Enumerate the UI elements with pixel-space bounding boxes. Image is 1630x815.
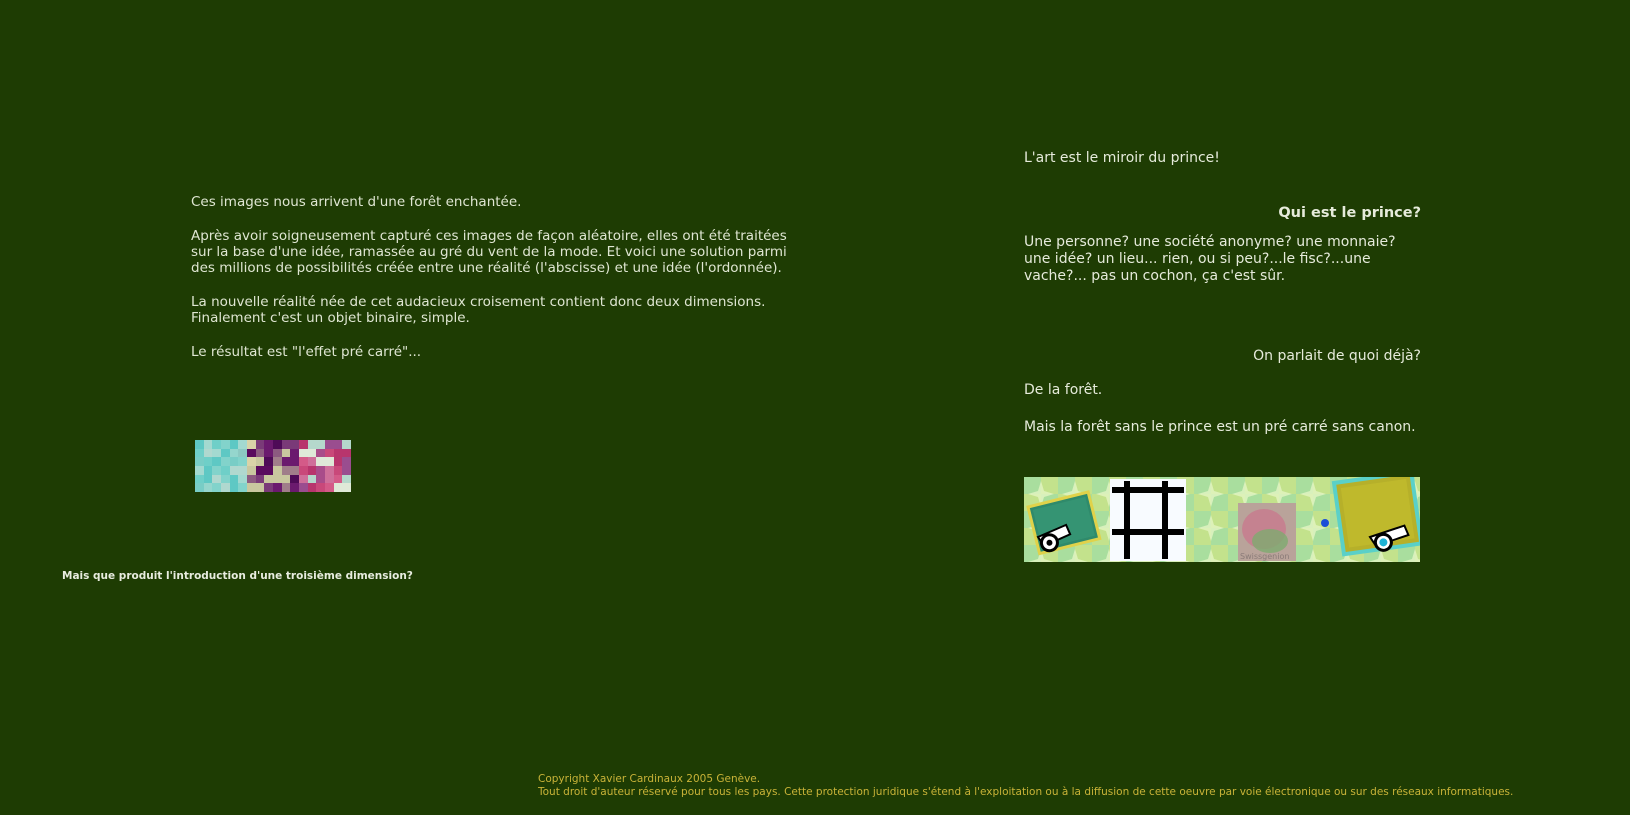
conclusion-line: Mais la forêt sans le prince est un pré carré sans canon. [1024,419,1416,435]
grid-panel [1110,479,1186,561]
blurred-photo [1238,503,1296,561]
intro-paragraph-3: La nouvelle réalité née de cet audacieux croisement contient donc deux dimensions. Finalement c'est un objet binaire, simple. [191,294,766,326]
copyright-line-2: Tout droit d'auteur réservé pour tous les pays. Cette protection juridique s'étend à l'exploitation ou à la diffusion de cette oeuvre par voie électronique ou sur des réseaux informatiques. [538,786,1514,798]
foret-line: De la forêt. [1024,382,1103,398]
blue-dot-icon [1321,519,1329,527]
copyright-line-1: Copyright Xavier Cardinaux 2005 Genève. [538,773,761,785]
copyright-notice [538,773,1513,799]
prince-answer: Une personne? une société anonyme? une monnaie? une idée? un lieu... rien, ou si peu?...le fisc?...une vache?... pas un cochon, ça c'est sûr. [1024,234,1396,284]
prince-question: Qui est le prince? [1278,205,1421,221]
intro-text-block [191,194,791,378]
illustration-banner[interactable] [1024,477,1420,562]
intro-paragraph-4: Le résultat est "l'effet pré carré"... [191,344,422,360]
banner-watermark: Swissgenion [1240,552,1290,561]
third-dimension-link[interactable]: Mais que produit l'introduction d'une troisième dimension? [62,570,413,582]
art-mirror-line: L'art est le miroir du prince! [1024,150,1220,166]
pixel-tile-cyan [195,440,247,492]
pixelated-image-thumbnail[interactable] [195,440,352,492]
banner-illustration [1024,477,1420,562]
intro-paragraph-1: Ces images nous arrivent d'une forêt enchantée. [191,194,522,210]
quoi-question: On parlait de quoi déjà? [1253,348,1421,364]
pixel-tile-purple [247,440,299,492]
intro-paragraph-2: Après avoir soigneusement capturé ces images de façon aléatoire, elles ont été traitées sur la base d'une idée, ramassée au gré du vent de la mode. Et voici une solution parmi des millions de possibilités créée entre une réalité (l'abscisse) et une idée (l'ordonnée). [191,228,787,276]
pixel-tile-pink [299,440,351,492]
